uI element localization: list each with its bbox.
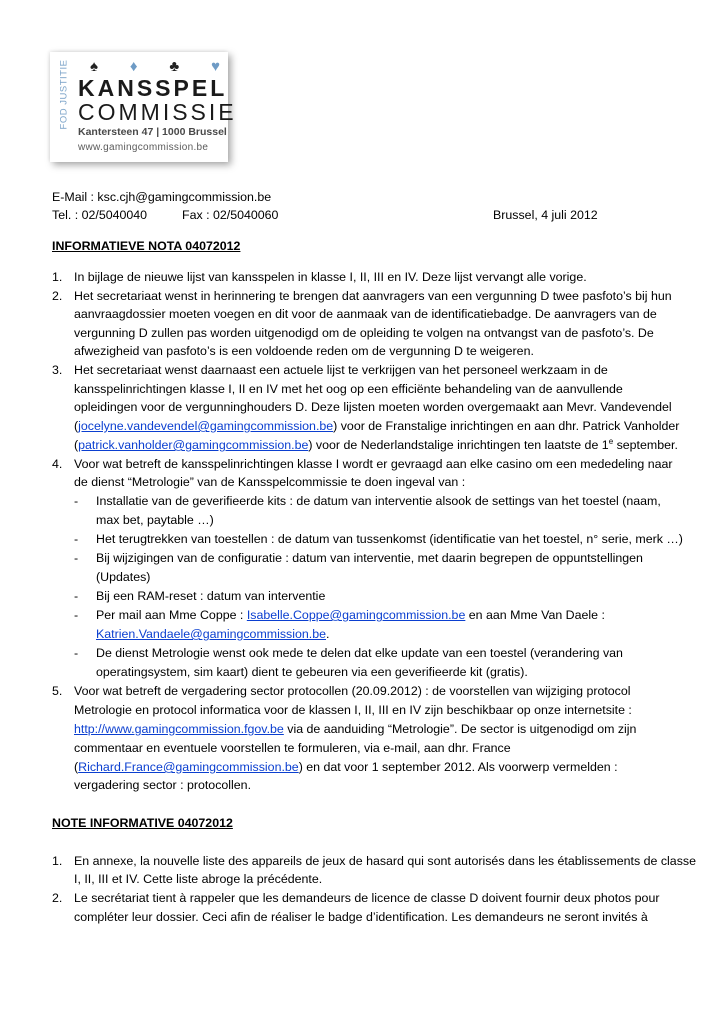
nl-item3-line: opleidingen voor de vergunninghouders D. Deze lijsten moeten worden overgemaakt aan Mevr. Vandevendel: [74, 400, 672, 414]
nl-item4-sub: Per mail aan Mme Coppe : Isabelle.Coppe@gamingcommission.be en aan Mme Van Daele :: [96, 608, 605, 622]
dash-bullet: -: [74, 532, 79, 546]
website-link[interactable]: http://www.gamingcommission.fgov.be: [74, 722, 284, 736]
diamond-icon: ♦: [129, 58, 138, 75]
logo-vertical-text: FOD JUSTITIE: [58, 59, 70, 129]
dash-bullet: -: [74, 646, 79, 660]
dash-bullet: -: [74, 551, 79, 565]
nl-item4-line: Voor wat betreft de kansspelinrichtingen klasse I wordt er gevraagd aan elke casino om een mededeling naar: [74, 457, 673, 471]
list-number: 2.: [52, 289, 63, 303]
list-number: 4.: [52, 457, 63, 471]
logo-line1: KANSSPEL: [78, 75, 228, 101]
nl-item5-line: commentaar en eventuele voorstellen te formuleren, via e-mail, aan dhr. France: [74, 741, 511, 755]
list-number: 3.: [52, 363, 63, 377]
nl-item4-sub: Katrien.Vandaele@gamingcommission.be.: [96, 627, 330, 641]
nl-item4-sub: Bij een RAM-reset : datum van interventie: [96, 589, 326, 603]
email-link-coppe[interactable]: Isabelle.Coppe@gamingcommission.be: [246, 608, 466, 622]
email-link-vanholder[interactable]: patrick.vanholder@gamingcommission.be: [78, 438, 309, 452]
nl-item4-sub: operatingsystem, sim kaart) dient te gebeuren via een geverifieerde kit (gratis).: [96, 665, 528, 679]
dash-bullet: -: [74, 589, 79, 603]
dash-bullet: -: [74, 494, 79, 508]
nl-item4-sub: De dienst Metrologie wenst ook mede te delen dat elke update van een toestel (verandering van: [96, 646, 623, 660]
email-link-france[interactable]: Richard.France@gamingcommission.be: [78, 760, 299, 774]
list-number: 1.: [52, 854, 63, 868]
nl-item2-line: Het secretariaat wenst in herinnering te brengen dat aanvragers van een vergunning D twee pasfoto’s bij hun: [74, 289, 672, 303]
nl-item5-line: Metrologie en protocol informatica voor de klassen I, II, III en IV zijn beschikbaar op onze internetsite :: [74, 703, 632, 717]
contact-email: E-Mail : ksc.cjh@gamingcommission.be: [52, 190, 272, 204]
fr-item2-line: Le secrétariat tient à rappeler que les demandeurs de licence de classe D doivent fournir deux photos pour: [74, 891, 660, 905]
nl-item4-sub: Bij wijzigingen van de configuratie : datum van interventie, met daarin begrepen de oppuntstellingen: [96, 551, 643, 565]
nl-item3-line: (patrick.vanholder@gamingcommission.be) voor de Nederlandstalige inrichtingen ten laatste de 1e september.: [74, 436, 678, 452]
fr-item1-line: En annexe, la nouvelle liste des appareils de jeux de hasard qui sont autorisés dans les établissements de classe: [74, 854, 696, 868]
nl-item4-sub: max bet, paytable …): [96, 513, 214, 527]
nl-item2-line: aanvraagdossier moeten voegen en dit voor de aanmaak van de identificatiebadge. De aanvragers van de: [74, 307, 657, 321]
email-link-vandevendel[interactable]: jocelyne.vandevendel@gamingcommission.be: [78, 419, 334, 433]
nl-item4-sub: Installatie van de geverifieerde kits : de datum van interventie alsook de settings van het toestel (naam,: [96, 494, 661, 508]
nl-item3-line: Het secretariaat wenst daarnaast een actuele lijst te verkrijgen van het personeel werkzaam in de: [74, 363, 608, 377]
contact-tel: Tel. : 02/5040040: [52, 208, 148, 222]
commission-logo: [50, 52, 237, 162]
card-suits-icon: [90, 58, 220, 76]
fr-item1-line: I, II, III et IV. Cette liste abroge la précédente.: [74, 872, 323, 886]
nl-heading: INFORMATIEVE NOTA 04072012: [52, 239, 241, 253]
logo-website: www.gamingcommission.be: [78, 142, 209, 153]
nl-item3-line: (jocelyne.vandevendel@gamingcommission.be) voor de Franstalige inrichtingen en aan dhr. Patrick Vanholder: [74, 419, 680, 433]
nl-item5-line: vergadering sector : protocollen.: [74, 778, 252, 792]
nl-item2-line: vergunning D zullen pas worden uitgenodigd om de opleiding te volgen na ontvangst van de pasfoto’s. De: [74, 326, 654, 340]
list-number: 2.: [52, 891, 63, 905]
nl-item5-line: Voor wat betreft de vergadering sector protocollen (20.09.2012) : de voorstellen van wijziging protocol: [74, 684, 631, 698]
nl-item4-sub: Het terugtrekken van toestellen : de datum van tussenkomst (identificatie van het toestel, n° serie, merk …): [96, 532, 683, 546]
logo-address: Kantersteen 47 | 1000 Brussel: [78, 126, 227, 138]
nl-item4-line: de dienst “Metrologie” van de Kansspelcommissie te doen ingeval van :: [74, 475, 466, 489]
nl-item2-line: afwezigheid van pasfoto’s is een voldoende reden om de vergunning D te weigeren.: [74, 344, 534, 358]
club-icon: ♣: [169, 58, 180, 75]
logo-line2: COMMISSIE: [78, 99, 237, 125]
nl-item5-line: http://www.gamingcommission.fgov.be via de aanduiding “Metrologie”. De sector is uitgenodigd om zijn: [74, 722, 637, 736]
spade-icon: ♠: [90, 58, 98, 75]
dash-bullet: -: [74, 608, 79, 622]
nl-item5-line: (Richard.France@gamingcommission.be) en dat voor 1 september 2012. Als voorwerp vermelden :: [74, 760, 618, 774]
list-number: 5.: [52, 684, 63, 698]
nl-item4-sub: (Updates): [96, 570, 151, 584]
email-link-vandaele[interactable]: Katrien.Vandaele@gamingcommission.be: [96, 627, 326, 641]
nl-item3-line: kansspelinrichtingen klasse I, II en IV met het oog op een efficiënte behandeling van de aanvullende: [74, 382, 623, 396]
list-number: 1.: [52, 270, 63, 284]
heart-icon: ♥: [211, 58, 220, 75]
fr-item2-line: compléter leur dossier. Ceci afin de réaliser le badge d’identification. Les demandeurs ne seront invités à: [74, 910, 648, 924]
contact-fax: Fax : 02/5040060: [182, 208, 279, 222]
fr-heading: NOTE INFORMATIVE 04072012: [52, 816, 233, 830]
nl-item1: In bijlage de nieuwe lijst van kansspelen in klasse I, II, III en IV. Deze lijst vervangt alle vorige.: [74, 270, 587, 284]
place-date: Brussel, 4 juli 2012: [493, 208, 598, 222]
